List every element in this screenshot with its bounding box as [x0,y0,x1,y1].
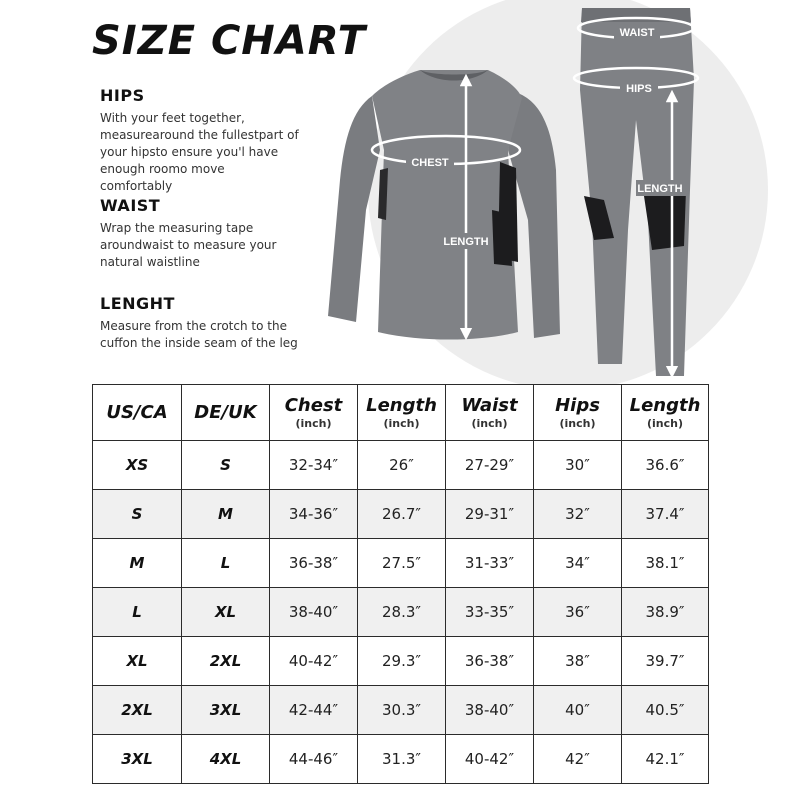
pants-length-cell: 36.6″ [622,441,709,490]
waist-cell: 33-35″ [446,588,534,637]
garment-illustration [0,0,800,380]
pants-length-cell: 37.4″ [622,490,709,539]
header-us-ca: US/CA [93,385,182,441]
de-size-cell: L [182,539,270,588]
hips-cell: 40″ [534,686,622,735]
shirt-length-cell: 27.5″ [358,539,446,588]
de-size-cell: 4XL [182,735,270,784]
hips-cell: 38″ [534,637,622,686]
us-size-cell: 2XL [93,686,182,735]
hips-cell: 32″ [534,490,622,539]
shirt-length-cell: 26″ [358,441,446,490]
us-size-cell: 3XL [93,735,182,784]
chest-cell: 38-40″ [270,588,358,637]
guide-text: Wrap the measuring tape aroundwaist to measure your natural waistline [100,221,277,269]
de-size-cell: XL [182,588,270,637]
chest-cell: 34-36″ [270,490,358,539]
us-size-cell: L [93,588,182,637]
hips-cell: 30″ [534,441,622,490]
hips-cell: 34″ [534,539,622,588]
pants-length-cell: 40.5″ [622,686,709,735]
waist-label: WAIST [619,27,655,39]
header-chest: Chest (inch) [270,385,358,441]
pants-length-cell: 42.1″ [622,735,709,784]
size-table [92,384,709,784]
shirt-left-sleeve [328,96,380,322]
waist-cell: 27-29″ [446,441,534,490]
shirt-length-label: LENGTH [443,236,489,248]
hips-label: HIPS [626,83,652,95]
waist-cell: 36-38″ [446,637,534,686]
us-size-cell: XL [93,637,182,686]
shirt-length-cell: 28.3″ [358,588,446,637]
chest-cell: 36-38″ [270,539,358,588]
shirt-length-cell: 30.3″ [358,686,446,735]
table-header-row [93,385,709,441]
pants-length-cell: 38.1″ [622,539,709,588]
hips-cell: 42″ [534,735,622,784]
shirt-image [328,70,560,340]
de-size-cell: S [182,441,270,490]
table-row [93,441,709,490]
guide-text: With your feet together, measurearound the fullestpart of your hipsto ensure you'l have enough roomo move comfortably [100,111,299,193]
chest-cell: 40-42″ [270,637,358,686]
table-row [93,637,709,686]
table-row [93,539,709,588]
guide-heading: HIPS [100,86,145,105]
waist-cell: 40-42″ [446,735,534,784]
pants-length-cell: 39.7″ [622,637,709,686]
table-row [93,735,709,784]
header-waist: Waist (inch) [446,385,534,441]
us-size-cell: M [93,539,182,588]
guide-heading: LENGHT [100,294,175,313]
header-shirt-length: Length (inch) [358,385,446,441]
shirt-length-cell: 26.7″ [358,490,446,539]
guide-text: Measure from the crotch to the cuffon the inside seam of the leg [100,319,298,350]
page-title: SIZE CHART [92,18,367,64]
header-hips: Hips (inch) [534,385,622,441]
waist-cell: 38-40″ [446,686,534,735]
table-row [93,588,709,637]
waist-cell: 31-33″ [446,539,534,588]
guide-heading: WAIST [100,196,161,215]
us-size-cell: XS [93,441,182,490]
shirt-length-cell: 31.3″ [358,735,446,784]
chest-label: CHEST [411,157,449,169]
chest-cell: 32-34″ [270,441,358,490]
hips-cell: 36″ [534,588,622,637]
table-row [93,490,709,539]
shirt-side-panel [492,210,512,266]
header-de-uk: DE/UK [182,385,270,441]
us-size-cell: S [93,490,182,539]
chest-cell: 42-44″ [270,686,358,735]
table-row [93,686,709,735]
waist-cell: 29-31″ [446,490,534,539]
shirt-length-cell: 29.3″ [358,637,446,686]
pants-length-label: LENGTH [637,183,683,195]
de-size-cell: 2XL [182,637,270,686]
pants-length-cell: 38.9″ [622,588,709,637]
chest-cell: 44-46″ [270,735,358,784]
header-pants-length: Length (inch) [622,385,709,441]
de-size-cell: M [182,490,270,539]
de-size-cell: 3XL [182,686,270,735]
